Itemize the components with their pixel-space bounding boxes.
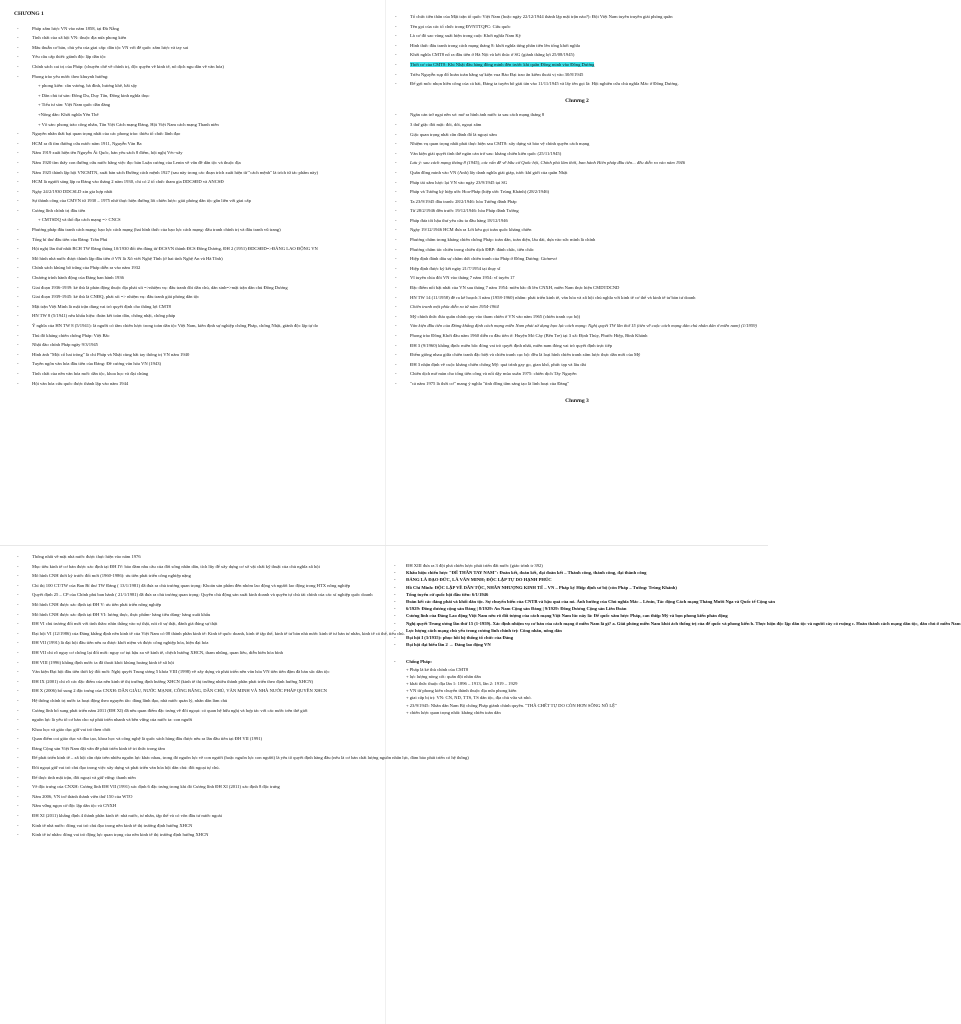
list-item: - Đảng Cộng sản Việt Nam đặt vấn đề phát triển kinh tế tri thức trong tâm xyxy=(14,744,380,754)
list-item: - Phương châm trong kháng chiến chống Pháp: toàn dân, toàn diện, lâu dài, dựa vào sức mình là chính xyxy=(392,235,762,245)
list-item: - HN TW 14 (11/1958) đề ra kế hoạch 3 năm (1958-1960) nhằm: phát triển kinh tế, văn hóa và xã hội chủ nghĩa với kinh tế cơ thể và kinh tế tư bản tư doanh xyxy=(392,293,762,303)
list-item: - Chống Pháp: xyxy=(392,658,762,665)
list-item: - Hồ Chí Minh: ĐỘC LẬP VỀ DÂN TỘC, NHÂN NHƯỢNG KINH TẾ – VN – Pháp ký Hiệp định sơ bộ (còn Pháp – Tưởng: Trùng Khánh) xyxy=(392,584,762,591)
list-item: - Năm 1919 xuất hiện tên Nguyễn Ái Quốc, bản yêu sách 8 điểm, hội nghị Véc-xây xyxy=(14,148,380,158)
list-item: - Vĩ tuyến chia đôi VN vào tháng 7 năm 1954: vĩ tuyến 17 xyxy=(392,273,762,283)
list-item: - Mâu thuẫn cơ bản, chủ yếu của giai cấp: dân tộc VN với đế quốc xâm lược và tay sai xyxy=(14,43,380,53)
chapter-1-continued-list xyxy=(392,12,762,89)
list-item: - Đoàn kết các đảng phái và khối dân tộc. Sự chuyển biến của CNTB và hậu quả của nó. Ảnh hưởng của Chủ nghĩa Mác – Lênin, Tác động Cách mạng Tháng Mười Nga và Quốc tế Cộng sản xyxy=(392,598,762,605)
list-item: + Pháp là kẻ thù chính của CMT8 xyxy=(406,666,469,672)
list-item: - Khởi nghĩa CMT8 nổ ra đầu tiên ở Hà Nội và kết thúc ở SG (giành thắng lợi 25/08/1945) xyxy=(392,50,762,60)
list-item: - nguồn lực là yếu tố cơ bản cho sự phát triển nhanh và bền vững của nước ta: con người xyxy=(14,715,380,725)
list-item: - Điểm giống nhau giữa chiến tranh đặc biệt và chiến tranh cục bộ: đều là loại hình chiến tranh xâm lược thực dân mới của Mỹ xyxy=(392,350,762,360)
list-item: + 23/9/1945: Nhân dân Nam Bộ chống Pháp giành chính quyền. "THÀ CHẾT TỰ DO CÒN HƠN SỐNG NÔ LỆ" xyxy=(406,702,617,708)
list-item: - Chính sách cai trị của Pháp: (chuyên chế về chính trị, độc quyền về kinh tế, nô dịch ngu dân về văn hóa) xyxy=(14,62,380,72)
list-item: - Đại hội đại biểu lần 2 → Đảng lao động VN xyxy=(392,641,762,648)
list-item: - ĐH XIII đưa ra 3 đột phá chiến lược phát triển đất nước (giáo trình tr 392) xyxy=(392,562,762,569)
list-item: - Quyết định 25 – CP của Chính phủ ban hành ( 21/1/1981) đã đưa ra chủ trương quan trọng: Quyền chủ động sản xuất kinh doanh và quyền tự chủ tài chính của các xí nghiệp quốc doanh xyxy=(14,590,380,600)
list-item: + giai cấp bị trị: VN: CN, ND, TTS, TS dân tộc, địa chủ vừa và nhỏ. xyxy=(406,695,532,701)
list-item: - Yêu cầu cấp thiết: giành độc lập dân tộc xyxy=(14,52,380,62)
list-item: - Pháp xâm lược VN vào năm 1858, tại Đà Nẵng xyxy=(14,24,380,34)
list-item: + Vô sản: phong trào công nhân, Tân Việt Cách mạng Đảng, Hội Việt Nam cách mạng Thanh niên xyxy=(38,121,219,127)
notes-list xyxy=(392,562,961,648)
list-item: - Hiệp định được ký kết ngày 21/7/1954 tại thụy sĩ xyxy=(392,264,762,274)
list-item: - Sự thành công của CMVN từ 1930 – 1975 nhờ thực hiện đường lối chiến lược: giải phóng dân tộc gắn liền với giai cấp xyxy=(14,196,380,206)
list-item: - ĐH VIII (1996) khẳng định nước ta đã thoát khỏi khủng hoảng kinh tế xã hội xyxy=(14,658,380,668)
list-item: - Ngày 19/12/1946 HCM đưa ra Lời kêu gọi toàn quốc kháng chiến xyxy=(392,225,762,235)
list-item: +Nông dân: Khởi nghĩa Yên Thế xyxy=(38,111,99,117)
list-item: - Hệ thống chính trị nước ta hoạt động theo nguyên tắc: đảng lãnh đạo, nhà nước quản lý, nhân dân làm chủ xyxy=(14,696,380,706)
list-item: - Mặt trận Việt Minh là mặt trận dùng vai trò quyết định cho thắng lợi CMT8 xyxy=(14,302,380,312)
list-item: - Văn kiện đầu tiên của Đảng khẳng định cách mạng miền Nam phải sử dụng bạo lực cách mạng: Nghị quyết TW lần thứ 15 (tiên về cuộc cách mạng dân chủ nhân dân ở miền nam) (1/1959) xyxy=(392,321,762,331)
list-item: + khái thức thuộc địa lần 1: 1896 – 1913, lần 2: 1919 – 1929 xyxy=(406,681,518,687)
list-item: - Hiệp định đánh dấu sự chấm dứt chiến tranh của Pháp ở Đông Dương: Giơnevơ xyxy=(392,254,762,264)
list-item: - Nghị quyết Trung ương lần thứ 15 (1-1959). Xác định nhiệm vụ cơ bản của cách mạng ở miền Nam là gì? a. Giải phóng miền Nam khỏi ách thống trị của đế quốc và phong kiến b. Thực hiện độc lập dân tộc và người cày có ruộng c. Hoàn thành cách mạng dân tộc, dân chủ ở miền Nam xyxy=(392,620,762,627)
list-item: - Khoa học và giáo dục giữ vai trò then chốt xyxy=(14,725,380,735)
list-item: - Tính chất của nền văn hóa mới: dân tộc, khoa học và đại chúng xyxy=(14,369,380,379)
list-item: - Hội văn hóa cứu quốc được thành lập vào năm 1944 xyxy=(14,379,380,389)
list-item: - Hội nghị lần thứ nhất BCH TW Đảng tháng 10/1930 đổi tên đảng từ ĐCSVN thành ĐCS Đông Dương, ĐH 2 (1951) ĐDCSĐD=>ĐẢNG LAO ĐỘNG VN xyxy=(14,244,380,254)
list-item: - Về đặc trưng của CNXH: Cương lĩnh ĐH VII (1991) xác định 6 đặc trưng trong khi đó Cương lĩnh ĐH XI (2011) xác định 8 đặc trưng xyxy=(14,782,380,792)
list-item: - Tổng bí thư đầu tiên của Đảng: Trần Phú xyxy=(14,235,380,245)
list-item: - Nhiệm vụ quan trọng nhất phải thực hiện sau CMT8: xây dựng và bảo vệ chính quyền cách mạng xyxy=(392,139,762,149)
list-item: - Kinh tế tư nhân: đóng vai trò động lực quan trọng của nền kinh tế thị trường định hướng XHCN xyxy=(14,830,380,840)
list-item: - Chiến tranh một phía diễn ra từ năm 1954-1964 xyxy=(392,302,762,312)
list-item: - 6/1929: Đông dương cộng sản Đảng | 8/1929: An Nam Cộng sản Đảng | 9/1929: Đông Dương Cộng sản Liên Đoàn xyxy=(392,605,762,612)
list-item: - Thủ đô kháng chiến chống Pháp: Việt Bắc xyxy=(14,331,380,341)
list-item: - Mục tiêu kinh tế cơ bản được xác định tại ĐH IV: bảo đảm nhu cầu của đời sống nhân dân, tích lũy để xây dựng cơ sở vật chất kỹ thuật của chủ nghĩa xã hội xyxy=(14,562,380,572)
list-item: - Đại hội VI (12/1986) của Đảng khẳng định nền kinh tế của Việt Nam có 08 thành phần kinh tế: Kinh tế quốc doanh, kinh tế tập thể, kinh tế tư bản nhà nước kinh tế tư bản tư nhân, kinh tế cá thể, tiểu chủ. xyxy=(14,629,380,639)
list-item: + phong kiến: cần vương, bà đình, hương khê, bãi sậy xyxy=(38,83,138,89)
list-item: - Phong trào Đồng Khởi đầu năm 1960 diễn ra đầu tiên ở: Huyện Mỏ Cày (Bến Tre) tại 3 xã: Định Thủy, Phước Hiệp, Bình Khánh xyxy=(392,331,762,341)
list-item: - ĐH VII chỉ rõ nguy cơ chống lại đổi mới: nguy cơ tụt hậu xa về kinh tế, chệch hướng XHCN, tham nhũng, quan liêu, diễn biến hòa bình xyxy=(14,648,380,658)
list-item: + Dân chủ tư sản: Đông Du, Duy Tân, Đông kinh nghĩa thục xyxy=(38,92,150,98)
list-item: - Tính chất của xã hội VN: thuộc địa nửa phong kiến xyxy=(14,33,380,43)
list-item: - Chương trình hành động của Đảng ban hành 1936 xyxy=(14,273,380,283)
list-item: - Để thực tình mặt trận, đối ngoại và giữ vững: thanh niên xyxy=(14,773,380,783)
list-item: + lực lượng nòng cốt: quân đội nhân dân xyxy=(406,673,481,679)
column-divider xyxy=(385,0,386,1024)
list-item: - Giai đoạn 1939-1945: kẻ thù là CNĐQ, phát xít => nhiệm vụ: đấu tranh giải phóng dân tộc xyxy=(14,292,380,302)
list-item: - ĐH VI chủ trương đổi mới với tinh thần: nhìn thẳng vào sự thật, nói rõ sự thật, đánh giá đúng sự thật xyxy=(14,619,380,629)
list-item: - ĐẢNG LÀ ĐẠO ĐỨC, LÀ VĂN MINH; ĐỘC LẬP TỰ DO HẠNH PHÚC xyxy=(392,576,762,583)
list-item: - Lưu ý: sau cách mạng tháng 8 (1945), các vấn đề về bầu cử Quốc hội, Chính phủ lâm thời, ban hành Hiến pháp đầu tiên... đều diễn ra vào năm 1946 xyxy=(392,158,762,168)
list-item: - Đại hội I (3/1935): phục hồi hệ thống tổ chức của Đảng xyxy=(392,634,762,641)
list-item: - "cả năm 1975 là thời cơ" mang ý nghĩa "tình đồng tâm sáng tạo là linh hoạt của Đảng" xyxy=(392,379,762,389)
list-item: - Chiến dịch mở màn cho tổng tiến công và nổi dậy mùa xuân 1975: chiến dịch Tây Nguyên xyxy=(392,369,762,379)
list-item: - Phong trào yêu nước theo khuynh hướng: xyxy=(14,72,380,82)
list-item: - ĐH 3 (9/1960) khẳng định: miền bắc đóng vai trò quyết định nhất, miền nam đóng vai trò quyết định trực tiếp xyxy=(392,341,762,351)
list-item: - Tổ chức tiền thân của Mặt trận tổ quốc Việt Nam (hoặc ngày 22/12/1944 thành lập mặt trận nào?): Đội Việt Nam tuyên truyền giải phóng quân xyxy=(392,12,762,22)
list-item: - Ý nghĩa của HN TW 8 (5/1941): là người có tầm chiến lược trong toàn dân tộc Việt Nam, kiên định sự nghiệp chống Pháp, chống Nhật, giành độc lập tự do xyxy=(14,321,380,331)
list-item xyxy=(392,60,762,70)
chapter-1-title: CHƯƠNG 1 xyxy=(14,11,44,17)
list-item: - 3 thứ giặc đói mặt: đói, dốt, ngoại xâm xyxy=(392,120,762,130)
list-item: - Nắm vững ngọn cờ độc lập dân tộc và CNXH xyxy=(14,801,380,811)
chapter-2-section xyxy=(392,12,762,540)
list-item: - ĐH 3 nhận định về cuộc kháng chiến chống Mỹ: quá trình gay go, gian khổ, phức tạp và lâu dài xyxy=(392,360,762,370)
list-item: - Đặc điểm nổi bật nhất của VN sau tháng 7 năm 1954: miền bắc đi lên CNXH, miền Nam thực hiện CMDTDCND xyxy=(392,283,762,293)
list-item: - Kinh tế nhà nước: đóng vai trò chủ đạo trong nền kinh tế thị trường định hướng XHCN xyxy=(14,821,380,831)
list-item: - Quân đồng minh vào VN (Anh) lấy danh nghĩa giải giáp, tước khí giới của quân Nhật xyxy=(392,168,762,178)
list-item: - Giặc quan trọng nhất cần đánh đổ là ngoại xâm xyxy=(392,130,762,140)
list-item: - Khẩu hiệu chiến lược "ĐỂ THÂN TAY NAM": Đoàn kết, đoàn kết, đại đoàn kết – Thành công, thành công, đại thành công xyxy=(392,569,762,576)
list-item: - Văn kiện giải quyết tình thế ngăn cản trở sau: kháng chiến kiến quốc (25/11/1945) xyxy=(392,149,762,159)
list-item: - Là cơ đô sao vàng xuất hiện trong cuộc Khởi nghĩa Nam Kỳ xyxy=(392,31,762,41)
list-item: - ĐH XI (2011) khẳng định 4 thành phần kinh tế: nhà nước, tư nhân, tập thể và có vốn đầu tư nước ngoài xyxy=(14,811,380,821)
list-item: - Văn kiện Đại hội đầu tiên thời kỳ đổi mới: Nghị quyết Trung ương 5 khóa VIII (1998) về xây dựng và phát triển nền văn hóa VN tiên tiến đậm đà bản sắc dân tộc xyxy=(14,667,380,677)
list-item: - Đối ngoại giữ vai trò chủ đạo trong việc xây dựng và phát triển văn hóa hội dân chủ: đối ngoại tự chủ. xyxy=(14,763,380,773)
list-item: - Pháp đưa tối hậu thư yêu cầu ta đầu hàng 18/12/1946 xyxy=(392,216,762,226)
list-item: - Phương pháp đấu tranh cách mạng: bạo lực cách mạng (hai hình thức của bạo lực cách mạng: đấu tranh chính trị và đấu tranh vũ trang) xyxy=(14,225,380,235)
list-item: - Phương châm tác chiến trong chiến dịch ĐBP: đánh chắc, tiến chắc xyxy=(392,245,762,255)
chapter-1-section xyxy=(14,12,380,540)
list-item: - Chỉ thị 100 CT/TW của Ban Bí thư TW Đảng ( 13/1/1981) đã đưa ra chủ trương quan trọng: Khoán sản phẩm đến nhóm lao động và người lao động trong HTX nông nghiệp xyxy=(14,581,380,591)
list-item: - Tên gọi của các tổ chức trong ĐVNTTQPC: Cứu quốc xyxy=(392,22,762,32)
list-item: - Năm 1925 thành lập hội VNCMTN, xuất bản sách Đường cách mệnh 1927 (sau này trong các đoạn trích xuất hiện từ "cách mệnh" là trích từ tác phẩm này) xyxy=(14,168,380,178)
list-item: - Từ 28/2/1946 đến trước 19/12/1946: hòa Pháp đánh Tưởng xyxy=(392,206,762,216)
page-divider xyxy=(0,545,768,546)
list-item: - Mỹ chính thức đưa quân chính quy vào tham chiến ở VN vào năm 1965 (chiến tranh cục bộ) xyxy=(392,312,762,322)
list-item: - Nhật đảo chính Pháp ngày 9/3/1945 xyxy=(14,340,380,350)
list-item: - Để phát triển kinh tế – xã hội cần dựa trên nhiều nguồn lực khác nhau, trong đó nguồn lực về con người (hoặc nguồn lực con người) là yếu tố quyết định hàng đầu (nếu là cơ bản chất lượng nguồn nhân lực, đảm bảo phát triển có hệ thống) xyxy=(14,753,380,763)
list-item: - Nguyên nhân thất bại quan trọng nhất của các phong trào: thiếu tổ chức lãnh đạo xyxy=(14,129,380,139)
list-item: - Pháp tái xâm lược lại VN vào ngày 23/9/1945 tại SG xyxy=(392,178,762,188)
list-item: - HCM ra đi tìm đường cứu nước năm 1911, Nguyễn Văn Ba xyxy=(14,139,380,149)
list-item: - Mô hình CNH được xác định tại ĐH V: ưu tiên phát triển nông nghiệp xyxy=(14,600,380,610)
list-item: - Cương lĩnh của Đảng Lao động Việt Nam nêu rõ đối tượng của cách mạng Việt Nam lúc này là: Đế quốc xâm lược Pháp, can thiệp Mỹ và bọn phong kiến phản động xyxy=(392,612,762,619)
list-item: - HN TW 8 (5/1941) nêu khẩu hiệu: đoàn kết toàn dân, chống nhật, chống pháp xyxy=(14,311,380,321)
list-item: + Tiểu tư sản: Việt Nam quốc dân đảng xyxy=(38,102,111,108)
list-item: - Pháp và Tưởng ký hiệp ước Hoa-Pháp (hiệp ước Trùng Khánh) (28/2/1946) xyxy=(392,187,762,197)
list-item: - HCM là người sáng lập ra Đảng vào tháng 2 năm 1930, chỉ có 2 tổ chức tham gia DDCSĐD và ANCSĐ xyxy=(14,177,380,187)
list-item: - Tổng tuyển cử quốc hội đầu tiên: 6/1/1946 xyxy=(392,591,762,598)
list-item: - Mô hình nhà nước được thành lập đầu tiên ở VN là Xô viết Nghệ Tĩnh (ở hai tỉnh Nghệ An và Hà Tĩnh) xyxy=(14,254,380,264)
list-item: - Quan điểm coi giáo dục và đào tạo, khoa học và công nghệ là quốc sách hàng đầu được nêu ra lần đầu tiên tại ĐH VII (1991) xyxy=(14,734,380,744)
list-item: - Triều Nguyễn sụp đổ hoàn toàn bằng sự kiện vua Bảo Đại trao ấn kiếm thoái vị vào 30/8/1945 xyxy=(392,70,762,80)
highlighted-text: Thời cơ của CMT8: Khi Nhật đầu hàng đồng minh đến trước khi quân Đồng minh vào Đông Dương xyxy=(410,61,595,67)
chapter-2-list xyxy=(392,110,762,388)
list-item: - Cương lĩnh bổ sung phát triển năm 2011 (ĐH XI) đã nêu quan điểm đặc trưng về đối ngoại: có quan hệ hữu nghị và hợp tác với các nước trên thế giới xyxy=(14,706,380,716)
list-item: + CMTSDQ và thổ địa cách mạng => CNCS xyxy=(38,217,121,223)
list-item: - ĐH VII (1991) là đại hội đầu tiên nêu ra được khởi niệm và được công nghiệp hóa, hiện đại hóa xyxy=(14,638,380,648)
notes-section xyxy=(392,552,961,1022)
list-item: - Giai đoạn 1936-1939: kẻ thù là phản động thuộc địa phát xít =>nhiệm vụ: đấu tranh đòi dân chủ, dân sinh=>mặt trận dân chủ Đông Dương xyxy=(14,283,380,293)
chapter-1-list xyxy=(14,24,380,389)
list-item: - Năm 2006, VN trở thành thành viên thứ 150 của WTO xyxy=(14,792,380,802)
list-item: - Hình ảnh "Một cổ hai tròng" là chỉ Pháp và Nhật cùng bắt tay thống trị VN năm 1940 xyxy=(14,350,380,360)
list-item: - Ngày 24/2/1930 DDCSLD xin gia hợp nhất xyxy=(14,187,380,197)
list-item: - Tuyên ngôn văn hóa đầu tiên của Đảng: Đề cương văn hóa VN (1943) xyxy=(14,359,380,369)
list-item: - Thống nhất về mặt nhà nước được thực hiện vào năm 1976 xyxy=(14,552,380,562)
chong-phap-list xyxy=(392,658,762,716)
list-item: - Hình thức đấu tranh trong cách mạng tháng 8: khởi nghĩa từng phần tiến lên tổng khởi nghĩa xyxy=(392,41,762,51)
list-item: - Mô hình CNH được xác định tại ĐH VI: lương thực, thực phẩm- hàng tiêu dùng- hàng xuất khẩu xyxy=(14,610,380,620)
list-item: - Chính sách khủng bố trắng của Pháp diễn ra vào năm 1932 xyxy=(14,263,380,273)
list-item: - Lực lượng cách mạng chủ yếu trong cương lĩnh chính trị: Công nhân, nông dân xyxy=(392,627,762,634)
list-item: - Ngăn cản trở ngại nền sơ: mở ra hình ảnh nước ta sau cách mạng tháng 8 xyxy=(392,110,762,120)
chapter-3-title: Chương 3 xyxy=(565,397,589,404)
list-item: - ĐH IX (2001) chỉ rõ các đặc điểm của nền kinh tế thị trường định hướng XHCN (kinh tế thị trường nhiều thành phần phát triển theo định hướng XHCN) xyxy=(14,677,380,687)
list-item: - Mô hình CNH thời kỳ trước đổi mới (1960-1986): ưu tiên phát triển công nghiệp nặng xyxy=(14,571,380,581)
list-item: - Để gợi mốc nhọn hiền công của cả bài, Đảng ta tuyên bố giải tán vào 11/11/1945 và lấy tên gọi là: Hội nghiên cứu chủ nghĩa Mác ở Đông Dương. xyxy=(392,79,762,89)
list-item: + VN từ phong kiến chuyển thành thuộc địa nửa phong kiến xyxy=(406,688,517,694)
list-item: - Cương lĩnh chính trị đầu tiên xyxy=(14,206,380,216)
list-item: - Năm 1920 tìm thấy con đường cứu nước bằng việc đọc bản Luận cương của Lenin về vấn đề dân tộc và thuộc địa xyxy=(14,158,380,168)
list-item: - ĐH X (2006) bổ sung 2 đặc trưng của CNXH: DÂN GIÀU, NƯỚC MẠNH, CÔNG BẰNG, DÂN CHỦ, VĂN MINH VÀ NHÀ NƯỚC PHÁP QUYỀN XHCN xyxy=(14,686,380,696)
list-item: - Ta 23/9/1945 đầu tranh: 28/2/1946: hòa Tưởng đánh Pháp xyxy=(392,197,762,207)
list-item: + chiến lược quan trọng nhất: kháng chiến toàn dân xyxy=(406,709,501,715)
chapter-2-title: Chương 2 xyxy=(565,97,589,104)
